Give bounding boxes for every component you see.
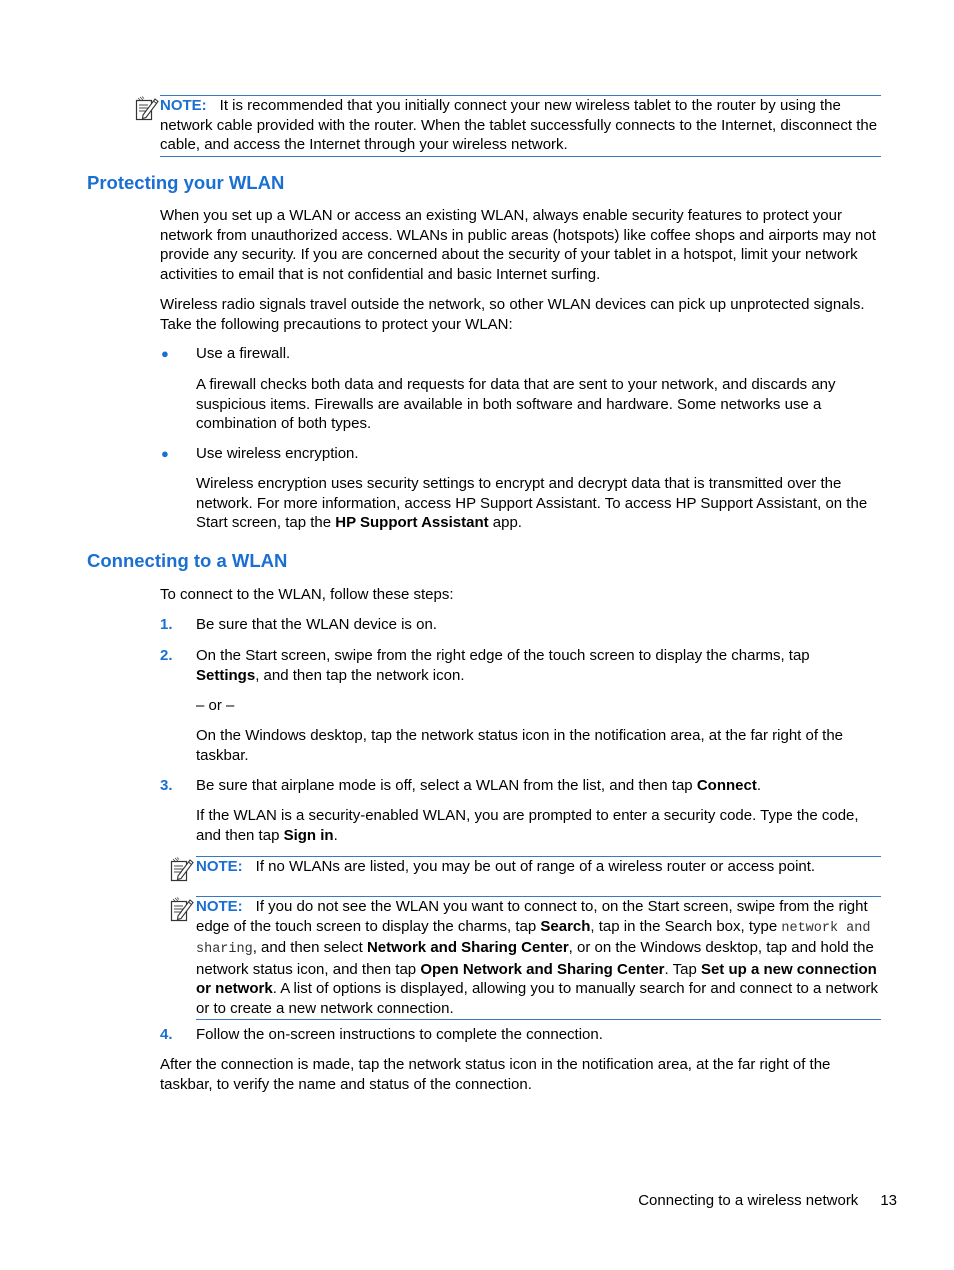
note-text: If no WLANs are listed, you may be out of range of a wireless router or access point. [255, 858, 816, 875]
step-text: On the Windows desktop, tap the network status icon in the notification area, at the far right of the taskbar. [196, 727, 844, 764]
setup-new-connection-label: Set up a new connection or network [196, 960, 877, 997]
step-1 [196, 615, 886, 635]
step-2-or: – or – [196, 697, 235, 714]
bullet-title: Use a firewall. [196, 345, 291, 362]
heading-protecting-wlan: Protecting your WLAN [87, 172, 285, 193]
step-text: Follow the on-screen instructions to complete the connection. [196, 1026, 603, 1043]
note-pencil-icon [170, 857, 194, 883]
desc-text: app. [488, 514, 522, 531]
footer-title: Connecting to a wireless network [638, 1192, 859, 1209]
note-manual-search [196, 896, 881, 1020]
bullet-dot-icon: ● [161, 346, 169, 361]
note-text: If you do not see the WLAN you want to connect to, on the Start screen, swipe from the right edge of the touch screen to display the charms, tap [196, 898, 868, 935]
note-label: NOTE: [160, 97, 207, 114]
hp-support-assistant-label: HP Support Assistant [335, 514, 489, 531]
step-3 [196, 776, 886, 796]
page-footer [638, 1191, 897, 1211]
bullet-encryption-desc [196, 474, 876, 533]
settings-label: Settings [196, 666, 256, 684]
note-pencil-icon [135, 96, 159, 122]
note-pencil-icon [170, 897, 194, 923]
paragraph-text: To connect to the WLAN, follow these steps: [160, 586, 454, 603]
note-label: NOTE: [196, 858, 243, 875]
bullet-dot-icon: ● [161, 446, 169, 461]
step-text: If the WLAN is a security-enabled WLAN, you are prompted to enter a security code. Type the code, and then tap [196, 807, 859, 844]
paragraph-precautions [160, 295, 882, 334]
paragraph-text: When you set up a WLAN or access an existing WLAN, always enable security features to protect your network from unauthorized access. WLANs in public areas (hotspots) like coffee shops and airports may not provide any security. If you are concerned about the security of your tablet in a hotspot, limit your network activities to email that is not confidential and basic Internet surfing. [160, 207, 876, 283]
step-2-alt [196, 726, 872, 765]
paragraph-protect-intro [160, 206, 882, 284]
desc-text: Wireless encryption uses security settings to encrypt and decrypt data that is transmitted over the network. For more information, access HP Support Assistant. To access HP Support Assistant, on the Start screen, tap the [196, 475, 868, 531]
network-sharing-center-label: Network and Sharing Center [366, 939, 569, 956]
search-label: Search [540, 917, 591, 935]
step-text: . [333, 826, 338, 844]
bullet-firewall-desc [196, 375, 886, 434]
step-4 [196, 1025, 886, 1045]
note-text: , tap in the Search box, type [590, 917, 782, 935]
code-network-and-sharing: network and sharing [196, 920, 871, 957]
open-network-sharing-center-label: Open Network and Sharing Center [420, 960, 665, 978]
note-text: . A list of options is displayed, allowing you to manually search for and connect to a network or to create a new network connection. [196, 980, 879, 1017]
step-text: Be sure that the WLAN device is on. [196, 616, 437, 633]
note-no-wlans [196, 856, 881, 877]
bullet-title: Use wireless encryption. [196, 445, 359, 462]
bullet-encryption [196, 444, 886, 464]
paragraph-after-connection [160, 1055, 882, 1094]
bullet-desc: A firewall checks both data and requests for data that are sent to your network, and discards any suspicious items. Firewalls are available in both software and hardware. Some networks use a combination of both types. [196, 376, 836, 432]
step-number: 2. [160, 647, 173, 664]
step-number: 4. [160, 1026, 173, 1043]
paragraph-connect-intro [160, 585, 882, 605]
bullet-firewall [196, 344, 886, 364]
note-text: , and then select [252, 939, 367, 956]
note-text: , or on the Windows desktop, tap and hold the network status icon, and then tap [196, 939, 874, 978]
step-number: 3. [160, 777, 173, 794]
note-label: NOTE: [196, 898, 243, 915]
step-number: 1. [160, 616, 173, 633]
step-text: Be sure that airplane mode is off, select a WLAN from the list, and then tap [196, 777, 697, 794]
paragraph-text: After the connection is made, tap the network status icon in the notification area, at the far right of the taskbar, to verify the name and status of the connection. [160, 1056, 831, 1093]
sign-in-label: Sign in [283, 826, 334, 844]
step-2 [196, 646, 868, 685]
heading-connecting-wlan: Connecting to a WLAN [87, 550, 288, 571]
step-3-detail [196, 806, 876, 845]
paragraph-text: Wireless radio signals travel outside the network, so other WLAN devices can pick up unprotected signals. Take the following precautions to protect your WLAN: [160, 296, 865, 333]
step-text: . [756, 777, 761, 794]
page-number: 13 [880, 1192, 897, 1209]
step-text: On the Start screen, swipe from the right edge of the touch screen to display the charms, tap [196, 647, 810, 664]
step-text: , and then tap the network icon. [255, 666, 465, 684]
connect-label: Connect [696, 777, 757, 794]
note-text: It is recommended that you initially connect your new wireless tablet to the router by using the network cable provided with the router. When the tablet successfully connects to the Internet, disconnect the cable, and access the Internet through your wireless network. [160, 97, 878, 153]
note-top [160, 95, 881, 157]
note-text: . Tap [664, 960, 701, 978]
